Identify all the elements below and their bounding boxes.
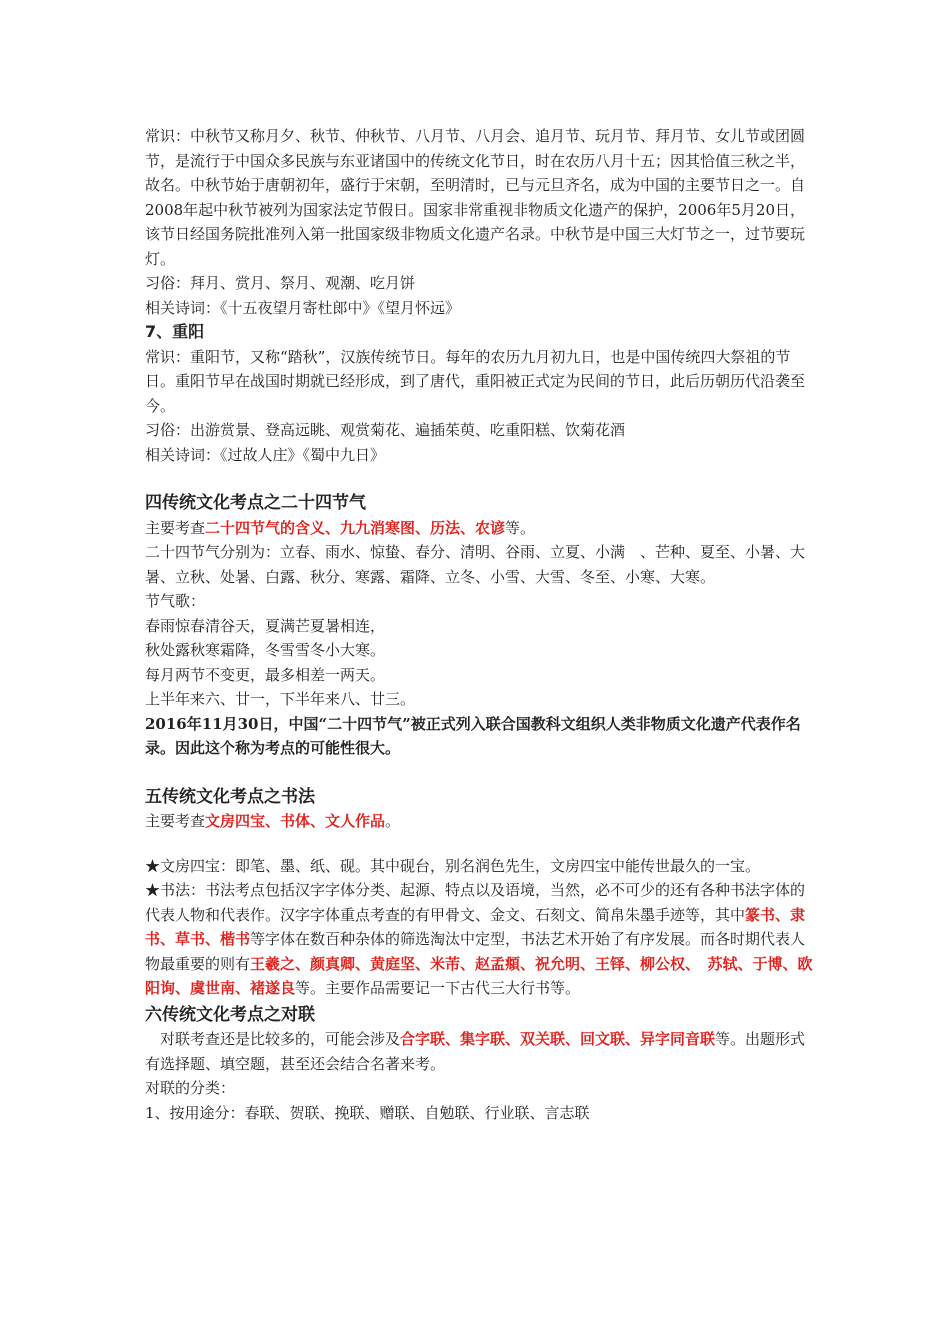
script-types: 篆书、隶书、草书、楷书 [145,905,806,948]
chongyang-customs: 习俗：出游赏景、登高远眺、观赏菊花、遍插茱萸、吃重阳糕、饮菊花酒 [145,421,626,439]
document-page [145,124,815,1125]
focus-prefix: 主要考查 [145,812,206,830]
couplets-intro [145,1027,815,1076]
chongyang-heading: 7、重阳 [145,322,205,341]
para-b: 等字体在数百种杂体的筛选淘汰中定型，书法艺术开始了有序发展。而各时期代表人物最重要的则有 [145,930,806,973]
couplets-classify-label: 对联的分类： [145,1079,236,1097]
solar-terms-song-label: 节气歌： [145,592,206,610]
mid-autumn-customs: 习俗：拜月、赏月、祭月、观潮、吃月饼 [145,274,416,292]
calligraphy-paragraph [145,878,815,1001]
song-line: 春雨惊春清谷天，夏满芒夏暑相连， [145,616,386,635]
solar-terms-title: 四传统文化考点之二十四节气 [145,493,366,513]
couplets-by-use: 1、按用途分：春联、贺联、挽联、赠联、自勉联、行业联、言志联 [145,1103,590,1122]
couplets-title: 六传统文化考点之对联 [145,1004,315,1025]
song-line: 上半年来六、廿一，下半年来八、廿三。 [145,690,416,708]
couplet-types: 合字联、集字联、双关联、回文联、异字同音联 [400,1030,716,1048]
solar-terms-note: 2016年11月30日，中国“二十四节气”被正式列入联合国教科文组织人类非物质文化遗产代表作名录。因此这个称为考点的可能性很大。 [145,714,801,757]
intro-b: 等。出题形式有选择题、填空题，甚至还会结合名著来考。 [145,1030,806,1073]
focus-items: 文房四宝、书体、文人作品 [205,812,386,830]
calligraphers: 王羲之、颜真卿、黄庭坚、米芾、赵孟頫、祝允明、王铎、柳公权、 苏轼、于博、欧阳询、虞世南、褚遂良 [145,954,813,997]
solar-terms-focus [145,516,815,541]
intro-a: 对联考查还是比较多的，可能会涉及 [160,1030,401,1048]
focus-suffix: 。 [385,812,401,830]
para-c: 等。主要作品需要记一下古代三大行书等。 [295,979,581,997]
solar-terms-list: 二十四节气分别为：立春、雨水、惊蛰、春分、清明、谷雨、立夏、小满 、芒种、夏至、小暑、大暑、立秋、处暑、白露、秋分、寒露、霜降、立冬、小雪、大雪、冬至、小寒、大寒。 [145,543,806,586]
para-a: ★书法：书法考点包括汉字字体分类、起源、特点以及语境，当然，必不可少的还有各种书法字体的代表人物和代表作。汉字字体重点考查的有甲骨文、金文、石刻文、简帛朱墨手迹等，其中 [145,881,806,924]
mid-autumn-poems: 相关诗词：《十五夜望月寄杜郎中》《望月怀远》 [145,298,461,317]
calligraphy-focus [145,809,815,834]
focus-prefix: 主要考查 [145,518,206,537]
focus-suffix: 等。 [505,518,536,537]
calligraphy-title: 五传统文化考点之书法 [145,786,315,807]
chongyang-poems: 相关诗词：《过故人庄》《蜀中九日》 [145,445,386,464]
song-line: 每月两节不变更，最多相差一两天。 [145,665,386,684]
song-line: 秋处露秋寒霜降，冬雪雪冬小大寒。 [145,641,386,659]
focus-items: 二十四节气的含义、九九消寒图、历法、农谚 [205,518,506,537]
calligraphy-treasures: ★文房四宝：即笔、墨、纸、砚。其中砚台，别名润色先生，文房四宝中能传世最久的一宝。 [145,856,761,875]
mid-autumn-common-sense: 常识：中秋节又称月夕、秋节、仲秋节、八月节、八月会、追月节、玩月节、拜月节、女儿节或团圆节，是流行于中国众多民族与东亚诸国中的传统文化节日，时在农历八月十五；因其恰值三秋之半，故名。中秋节始于唐朝初年，盛行于宋朝，至明清时，已与元旦齐名，成为中国的主要节日之一。自2008年起中秋节被列为国家法定节假日。国家非常重视非物质文化遗产的保护，2006年5月20日，该节日经国务院批准列入第一批国家级非物质文化遗产名录。中秋节是中国三大灯节之一，过节要玩灯。 [145,127,806,268]
chongyang-common-sense: 常识：重阳节，又称“踏秋”，汉族传统节日。每年的农历九月初九日，也是中国传统四大祭祖的节日。重阳节早在战国时期就已经形成，到了唐代，重阳被正式定为民间的节日，此后历朝历代沿袭至今。 [145,347,806,415]
